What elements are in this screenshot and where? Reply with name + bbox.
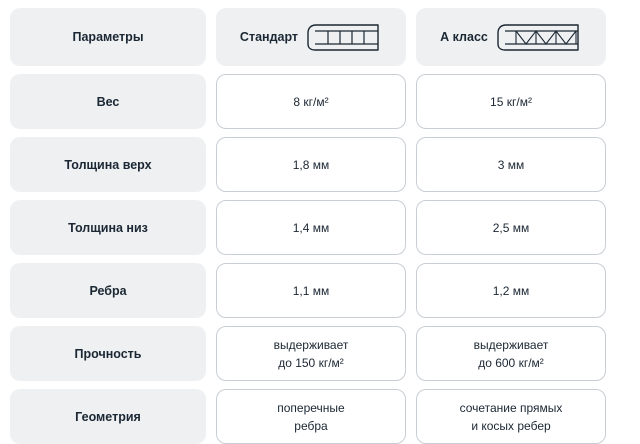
row-label-cell	[10, 200, 206, 255]
value-cell-standard	[216, 326, 406, 381]
value-line: выдерживает	[473, 337, 549, 352]
value-line: до 600 кг/м²	[478, 355, 544, 370]
row-label-cell	[10, 389, 206, 444]
value-cell-standard	[216, 389, 406, 444]
value-line: поперечные	[277, 400, 345, 415]
row-label: Геометрия	[75, 409, 141, 424]
value-line: 1,8 мм	[292, 157, 330, 172]
value-cell-standard	[216, 74, 406, 129]
row-label: Толщина верх	[64, 157, 152, 172]
header-cell-parameters	[10, 8, 206, 66]
value-text	[293, 219, 330, 237]
value-cell-standard	[216, 200, 406, 255]
value-cell-a-class	[416, 326, 606, 381]
value-text	[293, 156, 330, 174]
value-line: 1,4 мм	[292, 220, 330, 235]
value-line: выдерживает	[273, 337, 349, 352]
profile-a-class-icon	[496, 22, 582, 52]
row-label: Прочность	[74, 346, 142, 361]
table-row	[10, 389, 630, 444]
value-line: 15 кг/м²	[490, 94, 532, 109]
table-row	[10, 326, 630, 381]
value-text	[274, 336, 349, 372]
row-label-cell	[10, 137, 206, 192]
value-text	[493, 219, 530, 237]
value-cell-a-class	[416, 74, 606, 129]
row-label-cell	[10, 326, 206, 381]
value-text	[460, 399, 563, 435]
table-row	[10, 74, 630, 129]
header-a-class-content	[416, 22, 606, 52]
value-line: 3 мм	[497, 157, 525, 172]
value-line: 1,1 мм	[292, 283, 330, 298]
row-label-cell	[10, 263, 206, 318]
row-label: Вес	[96, 94, 120, 109]
comparison-table	[10, 8, 630, 444]
value-line: 2,5 мм	[492, 220, 530, 235]
header-parameters-label: Параметры	[72, 30, 144, 44]
table-row	[10, 263, 630, 318]
profile-standard-icon	[306, 22, 382, 52]
value-line: до 150 кг/м²	[278, 355, 344, 370]
row-label: Толщина низ	[68, 220, 148, 235]
value-text	[293, 282, 330, 300]
header-a-class-label: А класс	[440, 29, 488, 44]
value-cell-a-class	[416, 200, 606, 255]
value-text	[493, 282, 530, 300]
row-label: Ребра	[89, 283, 127, 298]
value-text	[490, 93, 532, 111]
header-cell-standard	[216, 8, 406, 66]
table-row	[10, 137, 630, 192]
value-cell-a-class	[416, 137, 606, 192]
value-cell-a-class	[416, 263, 606, 318]
value-text	[293, 93, 328, 111]
value-cell-a-class	[416, 389, 606, 444]
header-standard-label: Стандарт	[239, 29, 299, 44]
header-cell-a-class	[416, 8, 606, 66]
value-line: 8 кг/м²	[293, 94, 329, 109]
header-standard-content	[216, 22, 406, 52]
value-line: сочетание прямых	[459, 400, 563, 415]
value-cell-standard	[216, 263, 406, 318]
value-line: ребра	[294, 418, 328, 433]
value-cell-standard	[216, 137, 406, 192]
value-text	[277, 399, 344, 435]
value-line: и косых ребер	[471, 418, 551, 433]
table-row	[10, 200, 630, 255]
value-line: 1,2 мм	[492, 283, 530, 298]
value-text	[474, 336, 549, 372]
value-text	[498, 156, 525, 174]
table-header-row	[10, 8, 630, 66]
row-label-cell	[10, 74, 206, 129]
